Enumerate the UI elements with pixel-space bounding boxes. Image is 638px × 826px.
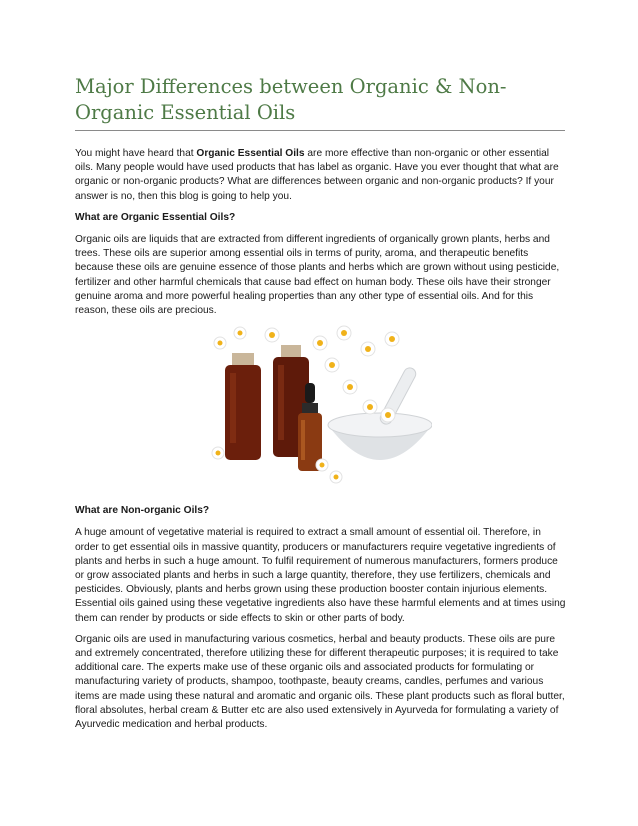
section-heading-organic: What are Organic Essential Oils?	[75, 211, 236, 223]
essential-oils-photo	[75, 325, 567, 490]
intro-bold-term: Organic Essential Oils	[196, 148, 305, 159]
non-organic-paragraph-2: Organic oils are used in manufacturing various cosmetics, herbal and beauty products. These oils are pure and extremely concentrated, therefore utilizing these for different therapeutic purposes; it is required to take additional care. The experts make use of these organic oils and associated products for formulating or manufacturing variety of products, shampoo, toothpaste, beauty creams, candles, perfumes and various items are made using these natural and aromatic and organic oils. These plant products such as floral butter, floral absolutes, herbal cream & Butter etc are also used extensively in Ayurveda for formulating a variety of Ayurvedic medication and herbal products.	[75, 633, 565, 731]
intro-text-before: You might have heard that	[75, 148, 197, 159]
organic-oils-paragraph: Organic oils are liquids that are extracted from different ingredients of organically grown plants, herbs and trees. These oils are superior among essential oils in terms of purity, aroma, and therapeutic benefits because these oils are genuine essence of those plants and herbs which are grown without using pesticide, fertilizer and other harmful chemicals that cause bad effect on human body. These oils have their stronger genuine aroma and more powerful healing properties than any other type of essential oils. And for this reason, these oils are precious.	[75, 234, 560, 317]
title-divider	[75, 130, 565, 131]
amber-bottle-large-icon	[225, 353, 261, 460]
intro-text-after: are more effective than non-organic or other essential oils. Many people would have used products that has label as organic. Have you ever thought that what are organic or non-organic products? What are differences between organic and non-organic products? If your answer is no, then this blog is going to help you.	[75, 148, 559, 202]
non-organic-paragraph-1: A huge amount of vegetative material is required to extract a small amount of essential oil. Therefore, in order to get essential oils in massive quantity, producers or manufacturers require vegetative ingredients of plants and herbs in such a huge amount. To fulfil requirement of numerous manufacturers, formers produce or grow associated plants and herbs in such a large quantity, therefore, they use fertilizers, chemicals and pesticides. Obviously, plants and herbs grown using these production booster contain injurious elements. Essential oils gained using these vegetative ingredients also have these harmful elements and at times using them can render by products or side effects to skin or other parts of body.	[75, 527, 566, 624]
intro-paragraph	[75, 147, 567, 204]
essential-oils-illustration	[210, 325, 432, 490]
section-heading-non-organic: What are Non-organic Oils?	[75, 505, 210, 517]
document-body	[75, 147, 567, 739]
document-title: Major Differences between Organic & Non-Organic Essential Oils	[75, 75, 507, 124]
